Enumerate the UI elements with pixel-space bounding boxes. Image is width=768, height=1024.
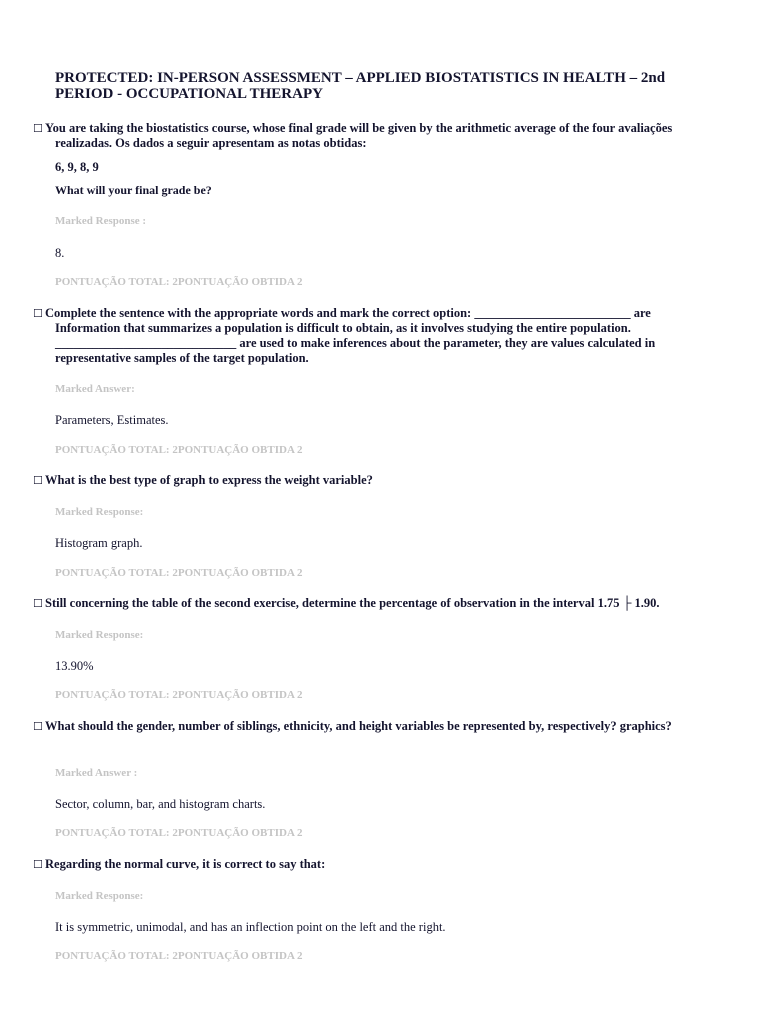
question-prompt: What will your final grade be? (55, 183, 212, 197)
question-2 (33, 306, 713, 461)
question-6 (33, 857, 713, 967)
question-5 (33, 719, 713, 844)
score-text: PONTUAÇÃO TOTAL: 2PONTUAÇÃO OBTIDA 2 (55, 444, 303, 456)
marked-response-label: Marked Response: (55, 629, 144, 641)
score-text: PONTUAÇÃO TOTAL: 2PONTUAÇÃO OBTIDA 2 (55, 827, 303, 839)
checkbox-icon: ☐ (33, 597, 43, 610)
marked-response-label: Marked Response: (55, 890, 144, 902)
answer-text: 13.90% (55, 659, 94, 673)
marked-response-label: Marked Response: (55, 506, 144, 518)
score-text: PONTUAÇÃO TOTAL: 2PONTUAÇÃO OBTIDA 2 (55, 950, 303, 962)
answer-text: Parameters, Estimates. (55, 413, 169, 427)
checkbox-icon: ☐ (33, 720, 43, 733)
score-text: PONTUAÇÃO TOTAL: 2PONTUAÇÃO OBTIDA 2 (55, 689, 303, 701)
question-stem: Still concerning the table of the second exercise, determine the percentage of observation in the interval 1.75 ├ 1.90. (45, 596, 660, 610)
question-stem: What is the best type of graph to express the weight variable? (45, 473, 373, 487)
score-text: PONTUAÇÃO TOTAL: 2PONTUAÇÃO OBTIDA 2 (55, 567, 303, 579)
checkbox-icon: ☐ (33, 858, 43, 871)
answer-text: It is symmetric, unimodal, and has an inflection point on the left and the right. (55, 920, 446, 934)
answer-text: Sector, column, bar, and histogram charts. (55, 797, 266, 811)
answer-text: 8. (55, 246, 65, 260)
question-1 (33, 121, 713, 291)
grades-list: 6, 9, 8, 9 (55, 160, 99, 174)
marked-response-label: Marked Answer : (55, 767, 138, 779)
page-title: PROTECTED: IN-PERSON ASSESSMENT – APPLIED BIOSTATISTICS IN HEALTH – 2nd PERIOD - OCCUPATIONAL THERAPY (55, 70, 666, 102)
score-text: PONTUAÇÃO TOTAL: 2PONTUAÇÃO OBTIDA 2 (55, 276, 303, 288)
checkbox-icon: ☐ (33, 307, 43, 320)
marked-response-label: Marked Response : (55, 215, 147, 227)
question-stem: Regarding the normal curve, it is correct to say that: (45, 857, 326, 871)
checkbox-icon: ☐ (33, 122, 43, 135)
marked-response-label: Marked Answer: (55, 383, 135, 395)
question-stem: What should the gender, number of siblings, ethnicity, and height variables be represented by, respectively? graphics? (45, 719, 672, 733)
question-stem: Complete the sentence with the appropriate words and mark the correct option: _________________________ are Information that summarizes a population is difficult to obtain, as it involves studying the entire population. _____________________________ are used to make inferences about the parameter, they are values calculated in representative samples of the target population. (45, 306, 656, 365)
question-3 (33, 473, 713, 583)
answer-text: Histogram graph. (55, 536, 143, 550)
question-stem: You are taking the biostatistics course, whose final grade will be given by the arithmetic average of the four avaliações realizadas. Os dados a seguir apresentam as notas obtidas: (45, 121, 673, 150)
question-4 (33, 596, 713, 706)
checkbox-icon: ☐ (33, 474, 43, 487)
